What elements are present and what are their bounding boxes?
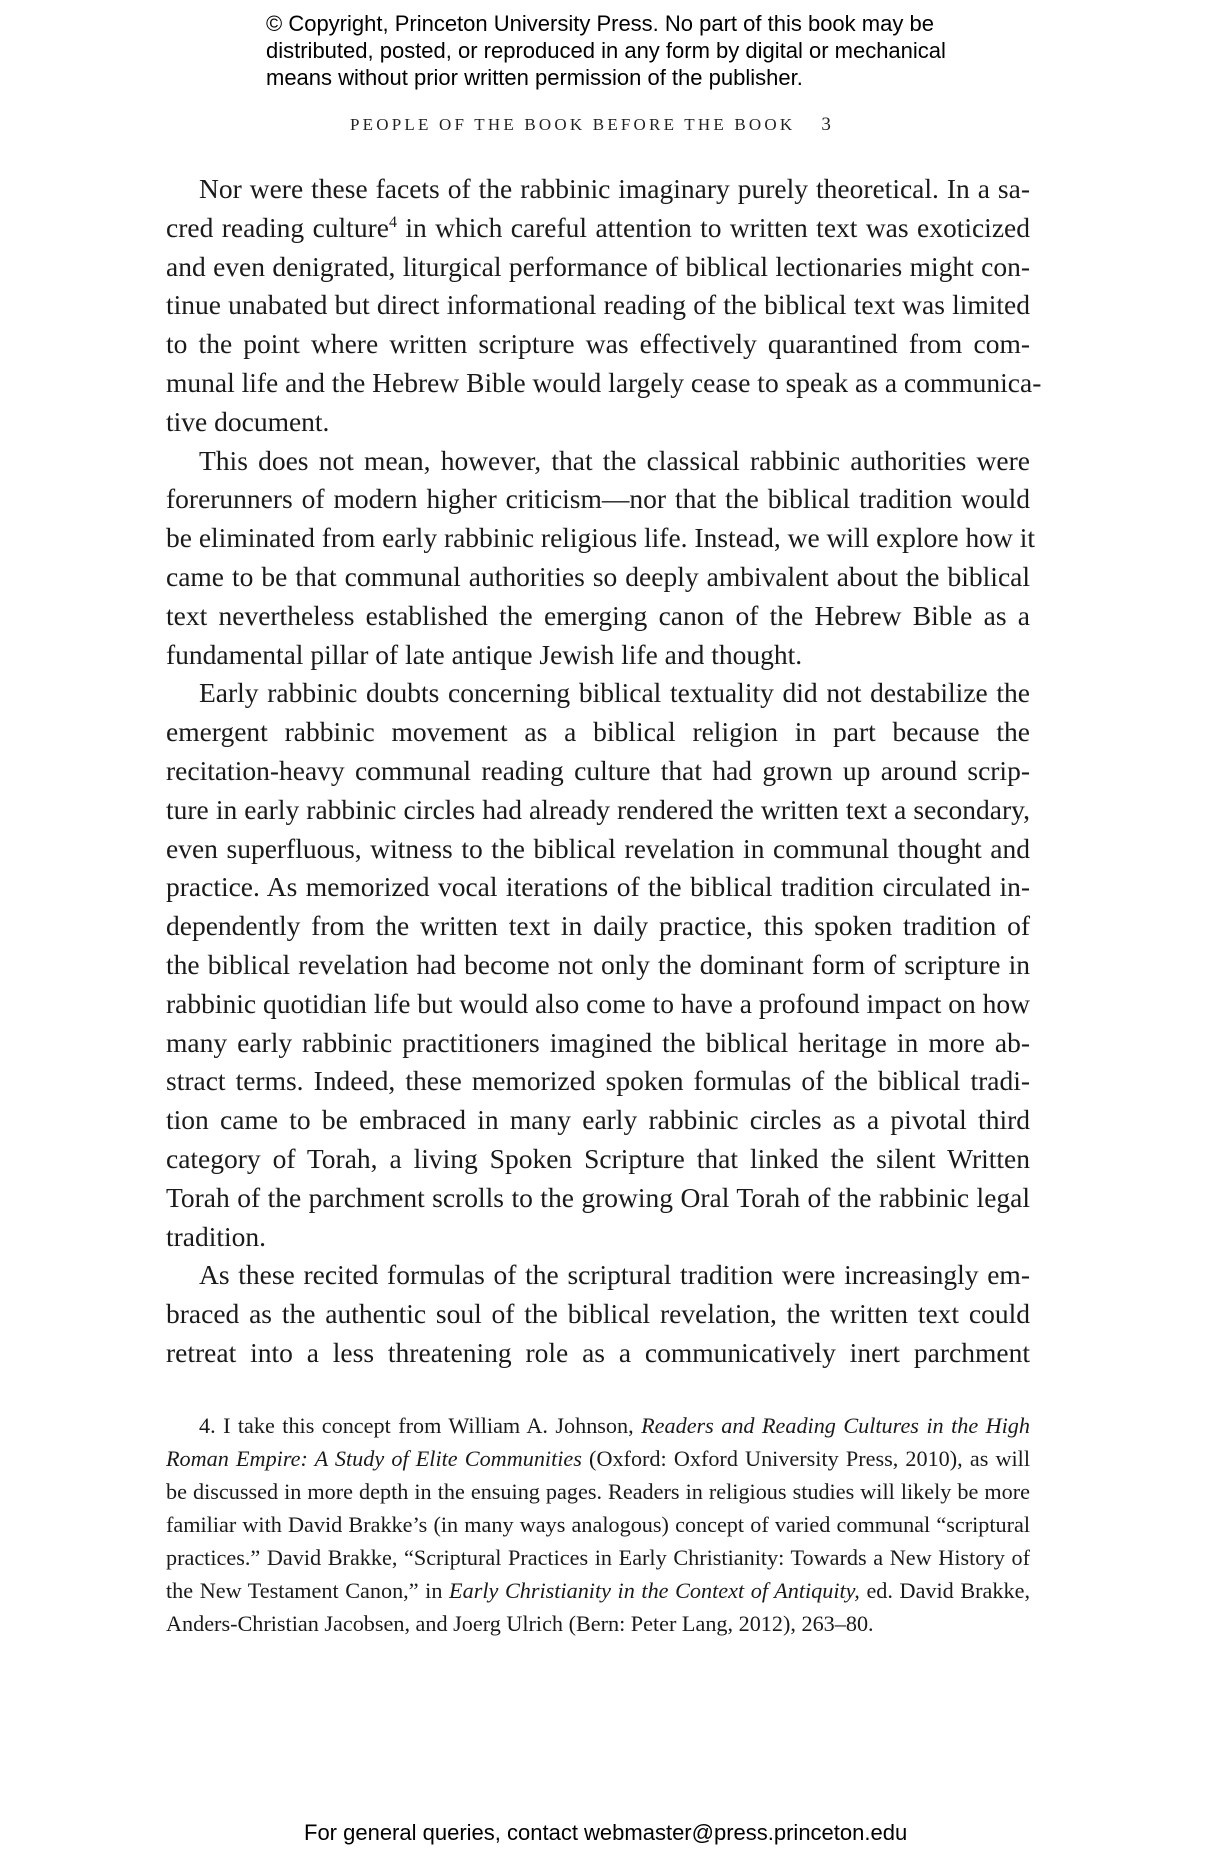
text-line: text nevertheless established the emerging canon of the Hebrew Bible as a (166, 599, 1030, 631)
text-line: tinue unabated but direct informational reading of the biblical text was limited (166, 289, 1030, 321)
contact-line: For general queries, contact webmaster@press.princeton.edu (304, 1820, 908, 1845)
text-line: many early rabbinic practitioners imagined the biblical heritage in more ab- (166, 1026, 1030, 1058)
book-title: Readers and Reading Cultures in the High (641, 1413, 1030, 1438)
text-line: came to be that communal authorities so deeply ambivalent about the biblical (166, 560, 1030, 592)
text-line: tive document. (166, 405, 330, 437)
book-title: Early Christianity in the Context of Antiquity, (449, 1578, 860, 1603)
text-line: forerunners of modern higher criticism—nor that the biblical tradition would (166, 483, 1030, 515)
footnote-line: familiar with David Brakke’s (in many ways analogous) concept of varied communal “scriptural (166, 1512, 1030, 1537)
footnote (166, 1409, 1030, 1640)
footnote-line: be discussed in more depth in the ensuing pages. Readers in religious studies will likely be more (166, 1479, 1030, 1504)
text-line: even superfluous, witness to the biblical revelation in communal thought and (166, 832, 1030, 864)
running-head-title: PEOPLE OF THE BOOK BEFORE THE BOOK (350, 115, 796, 134)
text-line: dependently from the written text in daily practice, this spoken tradition of (166, 910, 1030, 942)
footnote-line (166, 1442, 1030, 1475)
text-fragment: in which careful attention to written text was exoticized (396, 211, 1030, 243)
text-line: As these recited formulas of the scriptural tradition were increasingly em- (199, 1259, 1030, 1291)
page-number: 3 (821, 114, 831, 135)
text-line: munal life and the Hebrew Bible would largely cease to speak as a communica- (166, 366, 1042, 398)
text-line: retreat into a less threatening role as a communicatively inert parchment (166, 1336, 1030, 1368)
copyright-notice (266, 10, 1026, 91)
text-line: Torah of the parchment scrolls to the growing Oral Torah of the rabbinic legal (166, 1181, 1030, 1213)
text-fragment: ed. David Brakke, (859, 1578, 1030, 1603)
text-line: recitation-heavy communal reading culture that had grown up around scrip- (166, 754, 1030, 786)
text-line: rabbinic quotidian life but would also come to have a profound impact on how (166, 987, 1030, 1019)
text-fragment: cred reading culture (166, 211, 389, 243)
text-line: braced as the authentic soul of the biblical revelation, the written text could (166, 1298, 1030, 1330)
text-line: ture in early rabbinic circles had already rendered the written text a secondary, (166, 793, 1030, 825)
text-line: Early rabbinic doubts concerning biblical textuality did not destabilize the (199, 677, 1030, 709)
body-text (166, 170, 1042, 1373)
text-line (166, 209, 1030, 248)
copyright-line: means without prior written permission of the publisher. (266, 65, 803, 90)
text-fragment: the New Testament Canon,” in (166, 1578, 450, 1603)
running-head (350, 114, 831, 136)
book-title: Roman Empire: A Study of Elite Communities (166, 1446, 582, 1471)
footnote-line (166, 1409, 1030, 1442)
text-line: tradition. (166, 1220, 267, 1252)
text-line: stract terms. Indeed, these memorized spoken formulas of the biblical tradi- (166, 1065, 1030, 1097)
text-fragment: I take this concept from William A. Johnson, (215, 1413, 642, 1438)
copyright-line: distributed, posted, or reproduced in any form by digital or mechanical (266, 38, 946, 63)
text-line: and even denigrated, liturgical performance of biblical lectionaries might con- (166, 250, 1030, 282)
footnote-number: 4. (199, 1413, 216, 1438)
copyright-line: © Copyright, Princeton University Press. No part of this book may be (266, 11, 934, 36)
text-line: practice. As memorized vocal iterations of the biblical tradition circulated in- (166, 871, 1030, 903)
text-line: Nor were these facets of the rabbinic imaginary purely theoretical. In a sa- (199, 173, 1030, 204)
text-line: emergent rabbinic movement as a biblical religion in part because the (166, 716, 1030, 748)
footnote-ref[interactable]: 4 (388, 213, 397, 231)
footnote-line (166, 1574, 1030, 1607)
text-line: the biblical revelation had become not only the dominant form of scripture in (166, 948, 1030, 980)
text-line: fundamental pillar of late antique Jewish life and thought. (166, 638, 803, 670)
text-line: be eliminated from early rabbinic religious life. Instead, we will explore how it (166, 522, 1036, 554)
text-line: to the point where written scripture was effectively quarantined from com- (166, 328, 1030, 360)
footnote-line: Anders-Christian Jacobsen, and Joerg Ulrich (Bern: Peter Lang, 2012), 263–80. (166, 1611, 874, 1636)
footnote-line: practices.” David Brakke, “Scriptural Practices in Early Christianity: Towards a New History of (166, 1545, 1030, 1570)
text-line: This does not mean, however, that the classical rabbinic authorities were (199, 444, 1030, 476)
text-line: category of Torah, a living Spoken Scripture that linked the silent Written (166, 1142, 1030, 1174)
text-fragment: (Oxford: Oxford University Press, 2010), as will (581, 1446, 1030, 1471)
text-line: tion came to be embraced in many early rabbinic circles as a pivotal third (166, 1104, 1030, 1136)
